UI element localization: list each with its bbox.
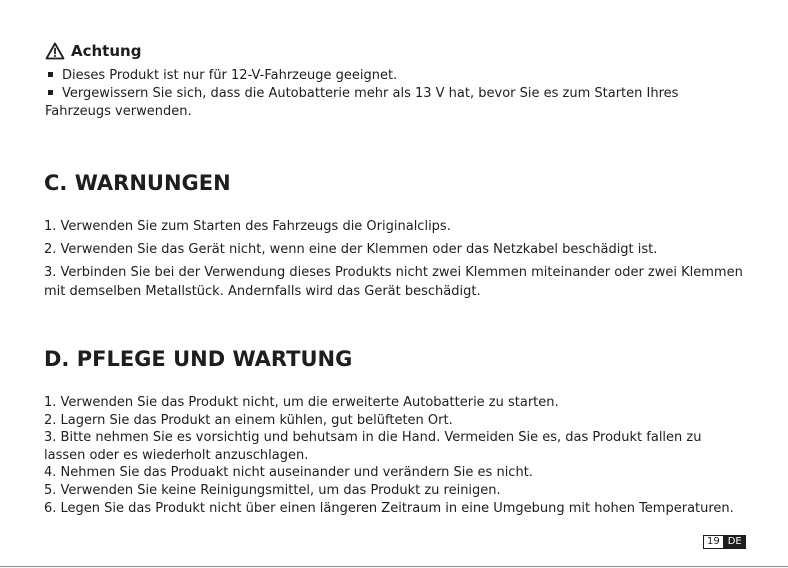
caution-heading xyxy=(45,42,141,60)
bottom-divider xyxy=(0,566,788,567)
page-number xyxy=(703,535,746,549)
language-badge: DE xyxy=(724,535,746,549)
list-item: 1. Verwenden Sie zum Starten des Fahrzeugs die Originalclips. xyxy=(44,219,451,234)
list-item: 1. Verwenden Sie das Produkt nicht, um die erweiterte Autobatterie zu starten. xyxy=(44,395,559,410)
warnings-list xyxy=(44,215,746,301)
care-list xyxy=(44,394,746,517)
warnings-title: C. WARNUNGEN xyxy=(44,171,231,195)
caution-title: Achtung xyxy=(71,42,142,60)
list-item: 6. Legen Sie das Produkt nicht über einen längeren Zeitraum in eine Umgebung mit hohen Temperaturen. xyxy=(44,500,734,516)
bullet-square-icon xyxy=(48,72,53,77)
bullet-square-icon xyxy=(48,90,53,95)
care-title: D. PFLEGE UND WARTUNG xyxy=(44,347,353,371)
list-item: 5. Verwenden Sie keine Reinigungsmittel, um das Produkt zu reinigen. xyxy=(44,482,501,498)
list-item: 2. Verwenden Sie das Gerät nicht, wenn eine der Klemmen oder das Netzkabel beschädigt ist. xyxy=(44,242,658,257)
page-number-value: 19 xyxy=(703,535,724,549)
list-item: 3. Verbinden Sie bei der Verwendung dieses Produkts nicht zwei Klemmen miteinander oder zwei Klemmen mit demselben Metallstück. Andernfalls wird das Gerät beschädigt. xyxy=(44,265,743,299)
list-item: 4. Nehmen Sie das Produakt nicht auseinander und verändern Sie es nicht. xyxy=(44,465,533,481)
list-item: 2. Lagern Sie das Produkt an einem kühlen, gut belüfteten Ort. xyxy=(44,412,453,428)
caution-bullet: Vergewissern Sie sich, dass die Autobatterie mehr als 13 V hat, bevor Sie es zum Starten Ihres Fahrzeugs verwenden. xyxy=(45,86,679,119)
caution-list xyxy=(45,67,745,121)
warning-triangle-icon xyxy=(45,42,65,60)
list-item: 3. Bitte nehmen Sie es vorsichtig und behutsam in die Hand. Vermeiden Sie es, das Produkt fallen zu lassen oder es wiederholt anzuschlagen. xyxy=(44,430,702,463)
caution-bullet: Dieses Produkt ist nur für 12-V-Fahrzeuge geeignet. xyxy=(45,67,745,85)
